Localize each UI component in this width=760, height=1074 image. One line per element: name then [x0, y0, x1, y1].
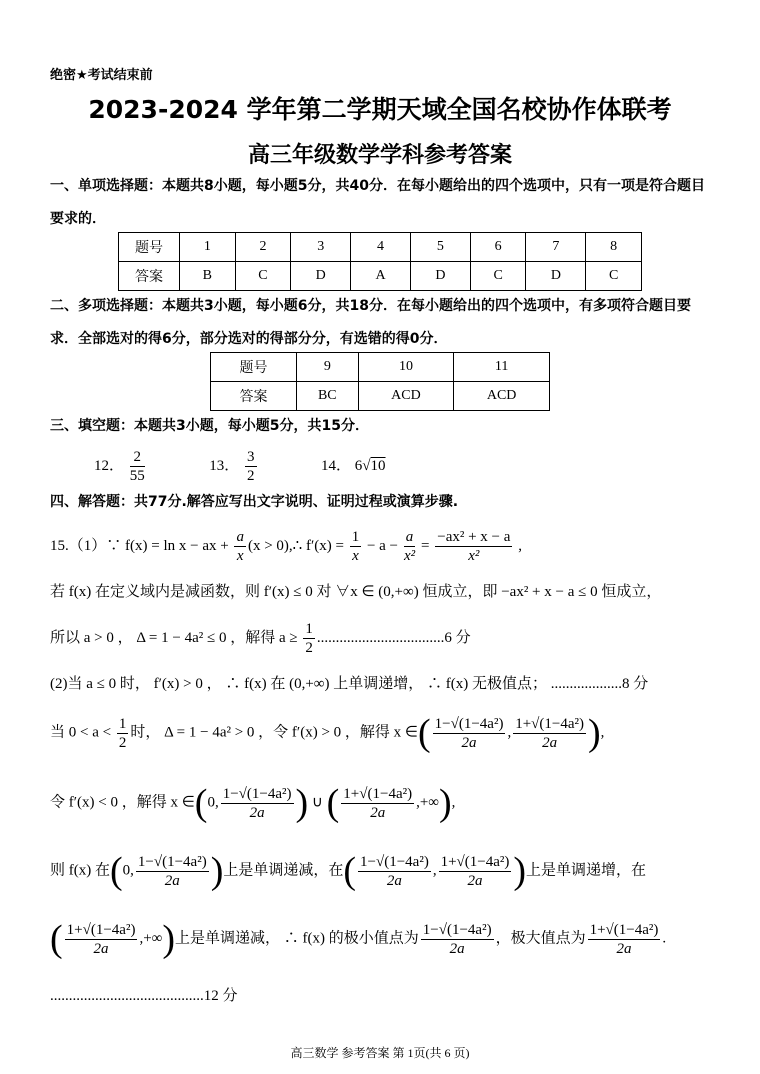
- q14-answer: 6√10: [354, 457, 386, 474]
- secret-label: 绝密★考试结束前: [50, 68, 153, 83]
- table-cell: 6: [470, 233, 526, 262]
- q12-label: 12．: [94, 457, 125, 474]
- table-cell: 9: [297, 353, 359, 382]
- table-cell: C: [470, 262, 526, 291]
- table-row: [119, 233, 642, 262]
- section2-heading: 二、多项选择题：本题共3小题，每小题6分，共18分．在每小题给出的四个选项中，有多项符合题目要求．全部选对的得6分，部分选对的得部分分，有选错的得0分．: [50, 298, 691, 347]
- section1-heading: 一、单项选择题：本题共8小题，每小题5分，共40分．在每小题给出的四个选项中，只有一项是符合题目要求的．: [50, 178, 705, 227]
- q13-fraction: $\frac{3}{2}$: [247, 449, 255, 484]
- table-cell: BC: [297, 382, 359, 411]
- table-cell: D: [410, 262, 470, 291]
- solution-line-8: ( $\frac{\text{1+√(1−4a²)}}{2a}$ ,+∞)上是单调递减， ∴ f(x) 的极小值点为 $\frac{\text{1−√(1−4a²)}}{2a}$ ，极大值点为 $\frac{\text{1+√(1−4a²)}}{2a}$ .: [50, 918, 667, 960]
- table-cell: ACD: [358, 382, 454, 411]
- section2-answer-table: [210, 352, 550, 411]
- table-cell: 11: [454, 353, 550, 382]
- table-cell: B: [180, 262, 236, 291]
- table-cell: 1: [180, 233, 236, 262]
- solution-line-9: .........................................12 分: [50, 988, 238, 1004]
- table-cell: 答案: [211, 382, 297, 411]
- section4-heading: 四、解答题：共77分.解答应写出文字说明、证明过程或演算步骤.: [50, 494, 459, 510]
- solution-line-2: 若 f(x) 在定义域内是减函数，则 f′(x) ≤ 0 对 ∀x ∈ (0,+∞) 恒成立，即 −ax² + x − a ≤ 0 恒成立，: [50, 584, 662, 600]
- table-cell: ACD: [454, 382, 550, 411]
- section1-answer-table: [118, 232, 642, 291]
- q14-label: 14．: [321, 457, 352, 474]
- table-row: [119, 262, 642, 291]
- table-row: [211, 382, 550, 411]
- table-cell: 3: [291, 233, 351, 262]
- section3-heading: 三、填空题：本题共3小题，每小题5分，共15分．: [50, 418, 369, 434]
- table-cell: A: [351, 262, 411, 291]
- table-cell: 5: [410, 233, 470, 262]
- table-cell: D: [526, 262, 586, 291]
- solution-line-5: 当 0 < a < $\frac{1}{2}$ 时， Δ = 1 − 4a² > 0 ，令 f′(x) > 0 ，解得 x ∈( $\frac{\text{1−√(1−4a²)}}{2a}$ , $\frac{\text{1+√(1−4a²)}}{2a}$ ),: [50, 712, 605, 754]
- table-cell: 答案: [119, 262, 180, 291]
- table-cell: 7: [526, 233, 586, 262]
- table-cell: 2: [235, 233, 291, 262]
- table-cell: C: [586, 262, 642, 291]
- exam-subtitle: 高三年级数学学科参考答案: [247, 143, 512, 168]
- solution-line-1: 15.（1）∵ f(x) = ln x − ax + $\frac{a}{x}$ (x > 0),∴ f′(x) = $\frac{1}{x}$ − a − $\frac{a}{\text{x²}}$ = $\frac{\text{−ax² + x − a}}{\text{x²}}$ ,: [50, 529, 522, 564]
- table-cell: 8: [586, 233, 642, 262]
- table-cell: C: [235, 262, 291, 291]
- solution-line-6: 令 f′(x) < 0 ，解得 x ∈(0, $\frac{\text{1−√(1−4a²)}}{2a}$ ) ∪ ( $\frac{\text{1+√(1−4a²)}}{2a}$ ,+∞),: [50, 782, 456, 824]
- table-cell: 题号: [211, 353, 297, 382]
- solution-line-4: (2)当 a ≤ 0 时， f′(x) > 0 ， ∴ f(x) 在 (0,+∞) 上单调递增， ∴ f(x) 无极值点； ...................8 分: [50, 676, 649, 692]
- q12-fraction: $\frac{2}{55}$: [129, 449, 145, 484]
- page-footer: 高三数学 参考答案 第 1页(共 6 页): [290, 1046, 470, 1060]
- q13-label: 13．: [209, 457, 240, 474]
- solution-line-7: 则 f(x) 在(0, $\frac{\text{1−√(1−4a²)}}{2a}$ )上是单调递减，在( $\frac{\text{1−√(1−4a²)}}{2a}$ , $\frac{\text{1+√(1−4a²)}}{2a}$ )上是单调递增，在: [50, 850, 647, 892]
- table-row: [211, 353, 550, 382]
- table-cell: 4: [351, 233, 411, 262]
- solution-line-3: 所以 a > 0 ， Δ = 1 − 4a² ≤ 0 ，解得 a ≥ $\frac{1}{2}$ ..................................6 分: [50, 621, 471, 656]
- table-cell: D: [291, 262, 351, 291]
- exam-title: 2023-2024 学年第二学期天域全国名校协作体联考: [88, 95, 672, 124]
- fill-in-answers: [94, 448, 760, 485]
- table-cell: 题号: [119, 233, 180, 262]
- table-cell: 10: [358, 353, 454, 382]
